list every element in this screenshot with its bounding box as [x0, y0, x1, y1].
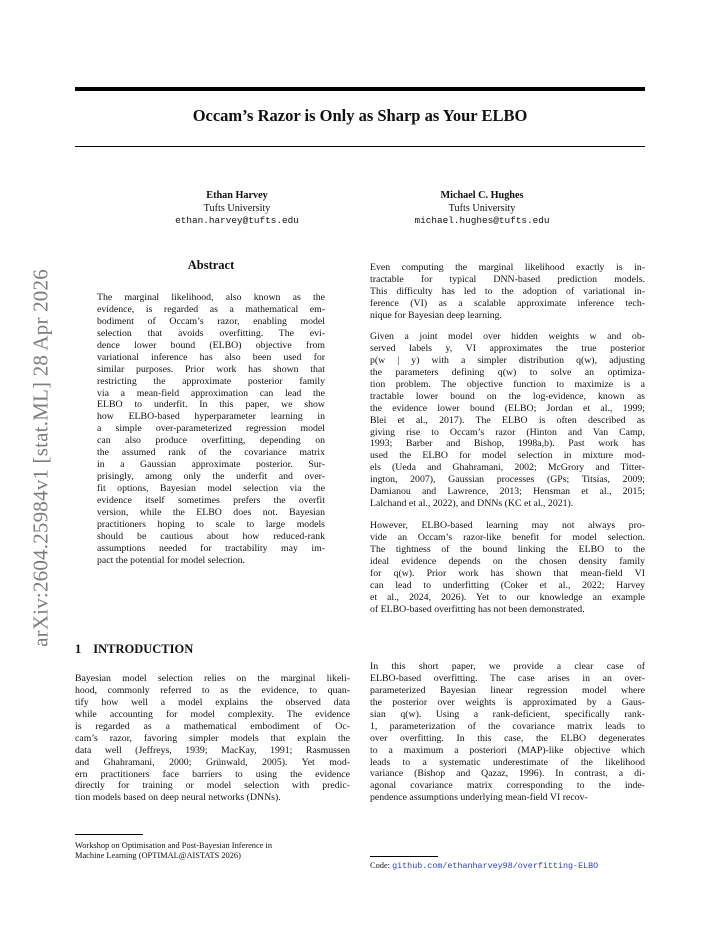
code-footnote — [370, 861, 645, 871]
text-line: This difficulty has led to the adoption of variational in- — [370, 285, 645, 297]
section-title: INTRODUCTION — [93, 642, 194, 656]
text-line: the parameters defining q(w) to solve an optimiza- — [370, 366, 645, 378]
text-line: sian q(w). Using a rank-deficient, specifically rank- — [370, 708, 645, 720]
text-line: while accounting for model complexity. The evidence — [75, 708, 350, 720]
text-line: p(w | y) with a simpler distribution q(w), adjusting — [370, 354, 645, 366]
text-line: tractable lower bound on the log-evidence, known as — [370, 390, 645, 402]
text-line: hood, commonly referred to as the evidence, to quan- — [75, 684, 350, 696]
abstract-body — [97, 292, 325, 567]
text-line: vide an Occam’s razor-like benefit for model selection. — [370, 531, 645, 543]
text-line: Damianou and Lawrence, 2013; Hensman et al., 2015; — [370, 486, 645, 498]
abstract-heading: Abstract — [187, 258, 235, 272]
text-line: ELBO-based overfitting. The case arises in an over- — [370, 672, 645, 684]
author-affiliation: Tufts University — [203, 202, 271, 214]
text-line: parameterized Bayesian linear regression model where — [370, 684, 645, 696]
text-line: nique for Bayesian deep learning. — [370, 309, 502, 321]
text-line: tion models based on deep neural networks (DNNs). — [75, 792, 281, 804]
text-line: practitioners hoping to scale to large models — [97, 518, 325, 530]
text-line: ern practitioners face barriers to using the evidence — [75, 768, 350, 780]
text-line: leads to a systematic underestimate of the likelihood — [370, 756, 645, 768]
text-line: bodiment of Occam’s razor, enabling model — [97, 315, 325, 327]
text-line: Lalchand et al., 2022), and DNNs (KC et al., 2021). — [370, 498, 574, 510]
text-line: dence lower bound (ELBO) objective from — [97, 339, 325, 351]
text-line: restricting the approximate posterior family — [97, 375, 325, 387]
text-line: 1993; Barber and Bishop, 1998a,b). Past work has — [370, 438, 645, 450]
text-line: pact the potential for model selection. — [97, 554, 245, 566]
text-line: over overfitting. In this case, the ELBO degenerates — [370, 732, 645, 744]
intro-body — [75, 673, 350, 804]
text-line: for q(w). Prior work has shown that mean-field VI — [370, 567, 645, 579]
text-line: in a Gaussian approximate posterior. Sur- — [97, 459, 325, 471]
text-line: Blei et al., 2017). The ELBO is often described as — [370, 414, 645, 426]
code-link[interactable]: github.com/ethanharvey98/overfitting-ELBO — [392, 861, 599, 871]
code-footnote-rule — [370, 856, 438, 857]
text-line: Given a joint model over hidden weights w and ob- — [370, 331, 645, 342]
author-block-1 — [117, 190, 357, 228]
author-email[interactable]: ethan.harvey@tufts.edu — [175, 215, 299, 226]
text-line: selection that avoids overfitting. The evi- — [97, 327, 325, 339]
right-paragraph-1 — [370, 262, 645, 322]
arxiv-stamp: arXiv:2604.25984v1 [stat.ML] 28 Apr 2026 — [28, 269, 53, 647]
text-line: variational inference has also been used for — [97, 351, 325, 363]
text-line: the posterior over weights is approximated by a Gaus- — [370, 696, 645, 708]
text-line: the assumed rank of the covariance matrix — [97, 447, 325, 459]
section-number: 1 — [75, 642, 82, 656]
paper-title: Occam’s Razor is Only as Sharp as Your ELBO — [192, 106, 528, 125]
text-line: giving rise to Occam’s razor (Hinton and Van Camp, — [370, 426, 645, 438]
right-paragraph-2 — [370, 331, 645, 510]
text-line: cam’s razor, favoring simpler models that explain the — [75, 732, 350, 744]
workshop-line-2: Machine Learning (OPTIMAL@AISTATS 2026) — [75, 851, 241, 860]
text-line: Bayesian model selection relies on the marginal likeli- — [75, 673, 350, 684]
text-line: tractable for typical DNN-based prediction models. — [370, 273, 645, 285]
author-email[interactable]: michael.hughes@tufts.edu — [414, 215, 550, 226]
text-line: and Ghahramani, 2000; Grünwald, 2005). Yet mod- — [75, 756, 350, 768]
text-line: 1, parameterization of the covariance matrix leads to — [370, 720, 645, 732]
text-line: the evidence lower bound (ELBO; Jordan et al., 1999; — [370, 402, 645, 414]
text-line: via a mean-field approximation can lead the — [97, 387, 325, 399]
workshop-line-1: Workshop on Optimisation and Post-Bayesian Inference in — [75, 841, 273, 850]
text-line: However, ELBO-based learning may not always pro- — [370, 520, 645, 531]
text-line: a simple over-parameterized regression model — [97, 423, 325, 435]
text-line: The tightness of the bound linking the ELBO to the — [370, 543, 645, 555]
text-line: similar purposes. Prior work has shown that — [97, 363, 325, 375]
text-line: version, while the ELBO does not. Bayesian — [97, 506, 325, 518]
text-line: prisingly, among only the underfit and over- — [97, 471, 325, 483]
author-name: Michael C. Hughes — [440, 190, 524, 201]
author-block-2 — [362, 190, 602, 228]
text-line: used the ELBO for model selection in mixture mod- — [370, 450, 645, 462]
text-line: how ELBO-based hyperparameter learning in — [97, 411, 325, 423]
right-paragraph-3 — [370, 520, 645, 616]
text-line: agonal covariance matrix corresponding to the inde- — [370, 780, 645, 792]
text-line: fit options, Bayesian model selection via the — [97, 483, 325, 494]
text-line: to a maximum a posteriori (MAP)-like objective which — [370, 744, 645, 756]
text-line: ELBO to underfit. In this paper, we show — [97, 399, 325, 411]
text-line: variance (Bishop and Qazaz, 1996). In contrast, a di- — [370, 768, 645, 780]
section-heading — [75, 642, 193, 657]
text-line: tion problem. The objective function to maximize is a — [370, 378, 645, 390]
text-line: should be cautious about how reduced-rank — [97, 530, 325, 542]
title-rule-top — [75, 87, 645, 91]
text-line: ington, 2007), Gaussian processes (GPs; Titsias, 2009; — [370, 474, 645, 486]
text-line: Even computing the marginal likelihood exactly is in- — [370, 262, 645, 273]
text-line: pendence assumptions underlying mean-field VI recov- — [370, 792, 588, 804]
text-line: served labels y, VI approximates the true posterior — [370, 342, 645, 354]
author-name: Ethan Harvey — [206, 190, 268, 201]
text-line: ference (VI) as a scalable approximate inference tech- — [370, 297, 645, 309]
text-line: ideal evidence depends on the chosen density family — [370, 555, 645, 567]
text-line: can lead to underfitting (Coker et al., 2022; Harvey — [370, 579, 645, 591]
code-label: Code: — [370, 861, 391, 870]
author-affiliation: Tufts University — [448, 202, 516, 214]
text-line: evidence itself sometimes prefers the overfit — [97, 494, 325, 506]
text-line: directly for training or model selection with predic- — [75, 780, 350, 792]
text-line: of ELBO-based overfitting has not been demonstrated. — [370, 603, 585, 615]
workshop-footnote — [75, 841, 360, 861]
text-line: can also produce overfitting, depending on — [97, 435, 325, 447]
text-line: assumptions needed for tractability may im- — [97, 542, 325, 554]
text-line: els (Ueda and Ghahramani, 2002; McGrory and Titter- — [370, 462, 645, 474]
text-line: In this short paper, we provide a clear case of — [370, 661, 645, 672]
text-line: data well (Jeffreys, 1939; MacKay, 1991; Rasmussen — [75, 744, 350, 756]
text-line: tify how well a model explains the observed data — [75, 696, 350, 708]
text-line: evidence, is regarded as a mathematical em- — [97, 303, 325, 315]
right-paragraph-4 — [370, 661, 645, 804]
title-rule-bottom — [75, 146, 645, 147]
text-line: The marginal likelihood, also known as the — [97, 292, 325, 303]
text-line: et al., 2024, 2026). Yet to our knowledge an example — [370, 591, 645, 603]
footnote-rule — [75, 834, 143, 835]
text-line: is regarded as a mathematical embodiment of Oc- — [75, 720, 350, 732]
